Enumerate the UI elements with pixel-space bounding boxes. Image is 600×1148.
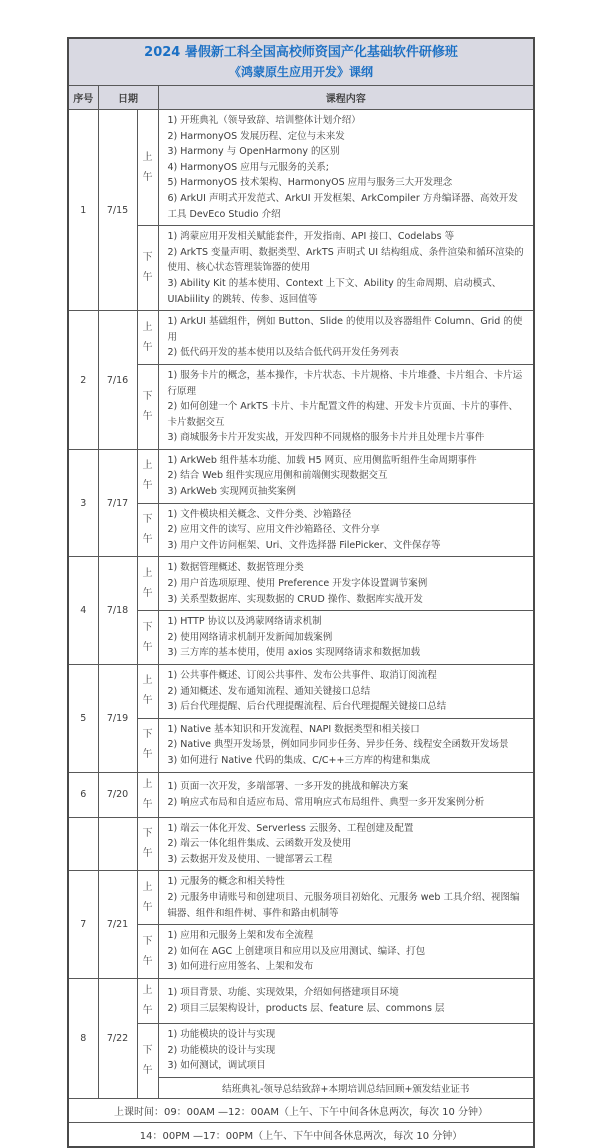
course-item: 2) 项目三层架构设计，products 层、feature 层、commons 层: [167, 1002, 445, 1014]
course-item: 1) HTTP 协议以及鸿蒙网络请求机制: [167, 616, 322, 628]
session-label: 下午: [137, 503, 158, 557]
schedule-row: [68, 449, 534, 503]
course-item: 2) ArkTS 变量声明、数据类型、ArkTS 声明式 UI 结构组成、条件渲染和循环渲染的使用、核心状态管理装饰器的使用: [167, 246, 524, 274]
date-cell: 7/15: [98, 110, 137, 311]
course-item: 1) ArkUI 基础组件，例如 Button、Slide 的使用以及容器组件 Column、Grid 的使用: [167, 316, 523, 343]
schedule-row: [68, 311, 534, 365]
course-item: 3) 如何测试，调试项目: [167, 1060, 266, 1072]
schedule-row: [68, 718, 534, 772]
course-item: 2) 低代码开发的基本使用以及结合低代码开发任务列表: [167, 347, 399, 359]
session-content: [158, 110, 534, 226]
course-item: 1) 服务卡片的概念，基本操作，卡片状态、卡片规格、卡片堆叠、卡片组合、卡片运行原理: [167, 369, 523, 397]
course-item: 2) 响应式布局和自适应布局、常用响应式布局组件、典型一多开发案例分析: [167, 796, 485, 808]
course-item: 3) 如何进行应用签名、上架和发布: [167, 961, 314, 973]
course-item: 2) 使用网络请求机制开发新闻加载案例: [167, 631, 333, 643]
session-label: 下午: [137, 925, 158, 979]
course-item: 2) 如何创建一个 ArkTS 卡片、卡片配置文件的构建、开发卡片页面、卡片的事件、卡片数据交互: [167, 401, 519, 428]
session-label: 上午: [137, 772, 158, 817]
syllabus-table: [67, 37, 535, 1148]
course-item: 3) 云数据开发及使用、一键部署云工程: [167, 853, 333, 865]
session-label: 上午: [137, 871, 158, 925]
column-header-content: 课程内容: [158, 86, 534, 110]
course-item: 3) 关系型数据库、实现数据的 CRUD 操作、数据库实战开发: [167, 593, 423, 605]
row-number: 1: [68, 110, 98, 311]
schedule-row: [68, 611, 534, 665]
date-cell: 7/20: [98, 772, 137, 817]
title-row: [68, 38, 534, 86]
table-head-rows: [68, 38, 534, 110]
schedule-row: [68, 1023, 534, 1077]
session-label: 下午: [137, 364, 158, 449]
session-content: [158, 226, 534, 311]
row-number: 3: [68, 449, 98, 557]
course-item: 1) 公共事件概述、订阅公共事件、发布公共事件、取消订阅流程: [167, 670, 437, 681]
course-item: 3) 用户文件访问框架、Uri、文件选择器 FilePicker、文件保存等: [167, 539, 441, 551]
session-content: [158, 772, 534, 817]
column-header-row: [68, 86, 534, 110]
course-item: 1) 鸿蒙应用开发相关赋能套件，开发指南、API 接口、Codelabs 等: [167, 231, 455, 243]
course-item: 2) HarmonyOS 发展历程、定位与未来发: [167, 130, 345, 142]
row-number: 6: [68, 772, 98, 817]
session-label: 上午: [137, 557, 158, 611]
course-item: 2) 通知概述、发布通知流程、通知关键接口总结: [167, 685, 371, 697]
session-content: [158, 311, 534, 365]
session-label: 上午: [137, 110, 158, 226]
session-label: 下午: [137, 226, 158, 311]
class-time-morning: 上课时间：09：00AM —12：00AM（上午、下午中间各休息两次，每次 10 分钟）: [68, 1098, 534, 1122]
course-item: 2) Native 典型开发场景，例如同步同步任务、异步任务、线程安全函数开发场景: [167, 739, 509, 751]
course-item: 1) 开班典礼（领导致辞、培训整体计划介绍）: [167, 115, 361, 126]
course-item: 3) 三方库的基本使用，使用 axios 实现网络请求和数据加载: [167, 647, 421, 659]
class-time-afternoon: 14：00PM —17：00PM（上午、下午中间各休息两次，每次 10 分钟）: [68, 1122, 534, 1147]
schedule-row: [68, 871, 534, 925]
session-label: 上午: [137, 665, 158, 719]
column-header-date: 日期: [98, 86, 158, 110]
course-item: 2) 用户首选项原理、使用 Preference 开发字体设置调节案例: [167, 578, 428, 590]
course-item: 1) 应用和元服务上架和发布全流程: [167, 930, 314, 942]
course-item: 2) 端云一体化组件集成、云函数开发及使用: [167, 838, 352, 850]
session-content: [158, 978, 534, 1023]
course-item: 3) ArkWeb 实现网页抽奖案例: [167, 486, 296, 498]
date-cell: 7/19: [98, 665, 137, 773]
session-label: 上午: [137, 449, 158, 503]
session-content: [158, 503, 534, 557]
course-item: 1) 文件模块相关概念、文件分类、沙箱路径: [167, 508, 352, 520]
course-item: 4) HarmonyOS 应用与元服务的关系;: [167, 161, 329, 173]
session-content: [158, 665, 534, 719]
schedule-row: [68, 925, 534, 979]
title-cell: [68, 38, 534, 86]
course-item: 3) Harmony 与 OpenHarmony 的区别: [167, 146, 340, 158]
course-item: 2) 结合 Web 组件实现应用侧和前端侧实现数据交互: [167, 470, 388, 482]
course-item: 3) 商城服务卡片开发实战，开发四种不同规格的服务卡片并且处理卡片事件: [167, 432, 485, 444]
course-item: 1) ArkWeb 组件基本功能、加载 H5 网页、应用侧监听组件生命周期事件: [167, 454, 477, 466]
course-item: 6) ArkUI 声明式开发范式、ArkUI 开发框架、ArkCompiler 方舟编译器、高效开发工具 DevEco Studio 介绍: [167, 192, 518, 220]
session-content: [158, 449, 534, 503]
session-label: 上午: [137, 978, 158, 1023]
ceremony-text: 结班典礼-领导总结致辞+本期培训总结回顾+颁发结业证书: [158, 1077, 534, 1098]
row-number: 5: [68, 665, 98, 773]
row-number-empty: [68, 817, 98, 871]
schedule-row: [68, 110, 534, 226]
schedule-row: [68, 772, 534, 817]
syllabus-sheet: [67, 37, 535, 1148]
schedule-row: [68, 503, 534, 557]
course-item: 1) 项目背景、功能、实现效果，介绍如何搭建项目环境: [167, 987, 399, 999]
session-content: [158, 817, 534, 871]
course-item: 3) 如何进行 Native 代码的集成、C/C++三方库的构建和集成: [167, 754, 430, 766]
date-cell-empty: [98, 817, 137, 871]
page-subtitle: 《鸿蒙原生应用开发》课纲: [229, 65, 374, 79]
date-cell: 7/18: [98, 557, 137, 665]
date-cell: 7/17: [98, 449, 137, 557]
course-item: 2) 元服务申请账号和创建项目、元服务项目初始化、元服务 web 工具介绍、视图编辑器、组件和组件树、事件和路由机制等: [167, 891, 520, 919]
course-item: 1) 页面一次开发，多端部署、一多开发的挑战和解决方案: [167, 780, 409, 792]
row-number: 2: [68, 311, 98, 450]
session-content: [158, 611, 534, 665]
course-item: 2) 应用文件的读写、应用文件沙箱路径、文件分享: [167, 524, 380, 536]
schedule-row: [68, 817, 534, 871]
table-footer-rows: [68, 1098, 534, 1147]
row-number: 7: [68, 871, 98, 979]
session-content: [158, 557, 534, 611]
session-content: [158, 718, 534, 772]
session-label: 下午: [137, 1023, 158, 1098]
schedule-row: [68, 665, 534, 719]
date-cell: 7/21: [98, 871, 137, 979]
schedule-body: [68, 110, 534, 1099]
date-cell: 7/22: [98, 978, 137, 1098]
course-item: 1) 端云一体化开发、Serverless 云服务、工程创建及配置: [167, 822, 414, 834]
course-item: 1) 数据管理概述、数据管理分类: [167, 562, 304, 574]
session-label: 下午: [137, 718, 158, 772]
session-label: 上午: [137, 311, 158, 365]
row-number: 4: [68, 557, 98, 665]
footer-row: [68, 1098, 534, 1122]
course-item: 3) 后台代理提醒、后台代理提醒流程、后台代理提醒关键接口总结: [167, 701, 447, 713]
session-label: 下午: [137, 817, 158, 871]
footer-row: [68, 1122, 534, 1147]
session-label: 下午: [137, 611, 158, 665]
course-item: 2) 功能模块的设计与实现: [167, 1044, 276, 1056]
date-cell: 7/16: [98, 311, 137, 450]
course-item: 5) HarmonyOS 技术架构、HarmonyOS 应用与服务三大开发理念: [167, 177, 453, 189]
course-item: 1) 元服务的概念和相关特性: [167, 876, 285, 888]
schedule-row: [68, 364, 534, 449]
session-content: [158, 1023, 534, 1077]
column-header-no: 序号: [68, 86, 98, 110]
session-content: [158, 925, 534, 979]
schedule-row: [68, 557, 534, 611]
course-item: 2) 如何在 AGC 上创建项目和应用以及应用测试、编译、打包: [167, 945, 426, 957]
schedule-row: [68, 978, 534, 1023]
course-item: 1) Native 基本知识和开发流程、NAPI 数据类型和相关接口: [167, 723, 420, 735]
row-number: 8: [68, 978, 98, 1098]
course-item: 1) 功能模块的设计与实现: [167, 1028, 276, 1040]
page-title: 2024 暑假新工科全国高校师资国产化基础软件研修班: [144, 45, 458, 60]
course-item: 3) Ability Kit 的基本使用、Context 上下文、Ability 的生命周期、启动模式、UIAbiility 的跳转、传参、返回值等: [167, 277, 502, 305]
session-content: [158, 871, 534, 925]
schedule-row: [68, 226, 534, 311]
session-content: [158, 364, 534, 449]
